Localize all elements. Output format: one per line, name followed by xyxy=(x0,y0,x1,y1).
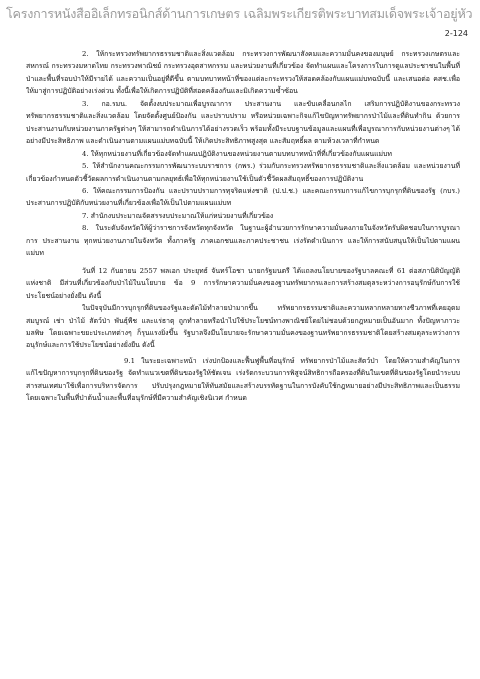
paragraph-item-4: 4. ให้ทุกหน่วยงานที่เกี่ยวข้องจัดทำแผนปฏิบัติงานของหน่วยงานตามบทบาทหน้าที่ที่เกี่ยวข้องกับแผนแม่บท xyxy=(82,149,392,158)
page-number: 2-124 xyxy=(444,29,468,38)
document-body xyxy=(26,48,460,405)
paragraph-item-3: 3. กอ.รมน. จัดตั้งงบประมาณเพื่อบูรณาการ ประสานงาน และขับเคลื่อนกลไก เสริมการปฏิบัติงานของกระทรวงทรัพยากรธรรมชาติและสิ่งแวดล้อม โดยจัดตั้งศูนย์ป้องกัน และปราบปราม หรือหน่วยเฉพาะกิจแก้ไขปัญหาทรัพยากรป่าไม้และที่ดินทำกิน ด้วยการประสานงานกับหน่วยงานภาครัฐต่างๆ ให้สามารถดำเนินการได้อย่างรวดเร็ว พร้อมทั้งมีระบบฐานข้อมูลและแผนที่เพื่อบูรณาการกับหน่วยงานต่างๆ ได้อย่างมีประสิทธิภาพ และดำเนินงานตามแผนแม่บทฉบับนี้ ให้เกิดประสิทธิภาพสูงสุด และสัมฤทธิ์ผล ตามห้วงเวลาที่กำหนด xyxy=(26,99,460,146)
running-header: โครงการหนังสืออิเล็กทรอนิกส์ด้านการเกษตร เฉลิมพระเกียรติพระบาทสมเด็จพระเจ้าอยู่หัว xyxy=(6,6,473,21)
paragraph-item-7: 7. สำนักงบประมาณจัดสรรงบประมาณให้แก่หน่วยงานที่เกี่ยวข้อง xyxy=(82,211,274,220)
paragraph-item-8: 8. ในระดับจังหวัดให้ผู้ว่าราชการจังหวัดทุกจังหวัด ในฐานะผู้อำนวยการรักษาความมั่นคงภายในจังหวัดรับผิดชอบในการบูรณาการ ประสานงาน ทุกหน่วยงานภายในจังหวัด ทั้งภาครัฐ ภาคเอกชนและภาคประชาชน เร่งรัดดำเนินการ และให้การสนับสนุนให้เป็นไปตามแผนแม่บท xyxy=(26,224,460,258)
paragraph-item-9-1: 9.1 ในระยะเฉพาะหน้า เร่งปกป้องและฟื้นฟูพื้นที่อนุรักษ์ ทรัพยากรป่าไม้และสัตว์ป่า โดยให้ความสำคัญในการแก้ไขปัญหาการบุกรุกที่ดินของรัฐ จัดทำแนวเขตที่ดินของรัฐให้ชัดเจน เร่งรัดกระบวนการพิสูจน์สิทธิการถือครองที่ดินในเขตที่ดินของรัฐโดยนำระบบสารสนเทศมาใช้เพื่อการบริหารจัดการ ปรับปรุงกฎหมายให้ทันสมัยและสร้างบรรทัดฐานในการบังคับใช้กฎหมายอย่างมีประสิทธิภาพและเป็นธรรม โดยเฉพาะในพื้นที่ป่าต้นน้ำและพื้นที่อนุรักษ์ที่มีความสำคัญเชิงนิเวศ กำหนด xyxy=(26,356,460,403)
paragraph-item-2: 2. ให้กระทรวงทรัพยากรธรรมชาติและสิ่งแวดล้อม กระทรวงการพัฒนาสังคมและความมั่นคงของมนุษย์ กระทรวงเกษตรและสหกรณ์ กระทรวงมหาดไทย กระทรวงพาณิชย์ กระทรวงอุตสาหกรรม และหน่วยงานที่เกี่ยวข้อง จัดทำแผนและโครงการในการดูแลประชาชนในพื้นที่ป่าและพื้นที่รอบป่าให้มีรายได้ และความเป็นอยู่ที่ดีขึ้น ตามบทบาทหน้าที่ของแต่ละกระทรวงให้สอดคล้องกับแผนแม่บทฉบับนี้ และเสนอต่อ คสช.เพื่อให้มาสู่การปฏิบัติอย่างเร่งด่วน ทั้งนี้เพื่อให้เกิดการปฏิบัติที่สอดคล้องกันและมิเกิดความซ้ำซ้อน xyxy=(26,50,460,96)
paragraph-current-situation: ในปัจจุบันมีการบุกรุกที่ดินของรัฐและตัดไม้ทำลายป่ามากขึ้น ทรัพยากรธรรมชาติและความหลากหลายทางชีวภาพที่เคยอุดมสมบูรณ์ เช่า ป่าไม้ สัตว์ป่า พันธุ์พืช และแร่ธาตุ ถูกทำลายหรือนำไปใช้ประโยชน์ทางพาณิชย์โดยไม่ชอบด้วยกฎหมายเป็นอันมาก ทั้งปัญหาภาวะมลพิษ โดยเฉพาะขยะประเภทต่างๆ ก็รุนแรงยิ่งขึ้น รัฐบาลจึงมีนโยบายจะรักษาความมั่นคงของฐานทรัพยากรธรรมชาติโดยสร้างสมดุลระหว่างการอนุรักษ์และการใช้ประโยชน์อย่างยั่งยืน ดังนี้ xyxy=(26,304,460,350)
paragraph-item-5: 5. ให้สำนักงานคณะกรรมการพัฒนาระบบราชการ (กพร.) ร่วมกับกระทรวงทรัพยากรธรรมชาติและสิ่งแวดล้อม และหน่วยงานที่เกี่ยวข้องกำหนดตัวชี้วัดผลการดำเนินงานตามกลยุทธ์เพื่อให้ทุกหน่วยงานใช้เป็นตัวชี้วัดผลสัมฤทธิ์ของการปฏิบัติงาน xyxy=(26,162,460,183)
paragraph-government-policy: วันที่ 12 กันยายน 2557 พลเอก ประยุทธ์ จันทร์โอชา นายกรัฐมนตรี ได้แถลงนโยบายของรัฐบาลคณะที่ 61 ต่อสภานิติบัญญัติแห่งชาติ มีส่วนที่เกี่ยวข้องกับป่าไม้ในนโยบาย ข้อ 9 การรักษาความมั่นคงของฐานทรัพยากรและการสร้างสมดุลระหว่างการอนุรักษ์กับการใช้ประโยชน์อย่างยั่งยืน ดังนี้ xyxy=(26,266,460,300)
paragraph-item-6: 6. ให้คณะกรรมการป้องกัน และปราบปรามการทุจริตแห่งชาติ (ป.ป.ช.) และคณะกรรมการแก้ไขการบุกรุกที่ดินของรัฐ (กบร.) ประสานการปฏิบัติกับหน่วยงานที่เกี่ยวข้องเพื่อให้เป็นไปตามแผนแม่บท xyxy=(26,186,460,208)
